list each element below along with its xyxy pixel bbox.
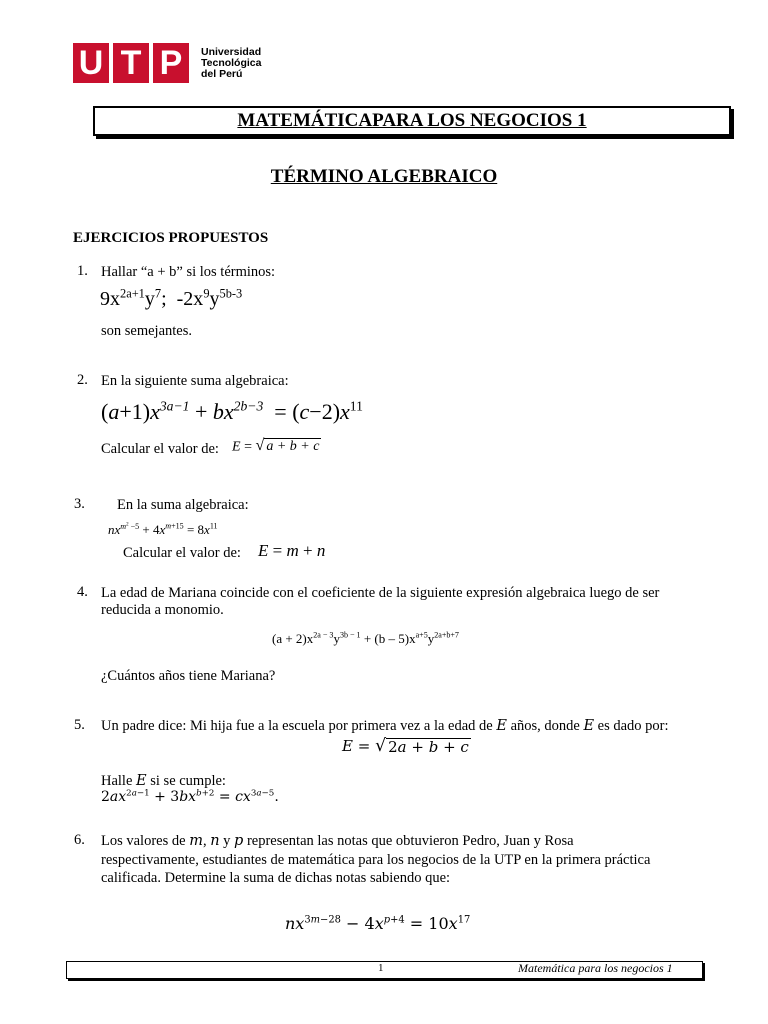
exercise-4-question: ¿Cuántos años tiene Mariana?: [101, 668, 276, 684]
exercise-3-equation: $nx^{m^2 -5} + 4x^{m+15} = 8x^{11}$: [108, 521, 218, 537]
exercise-2-number: 2.: [77, 372, 88, 388]
topic-title: TÉRMINO ALGEBRAICO: [270, 166, 498, 187]
exercise-6-number: 6.: [74, 832, 85, 848]
exercise-2-calc-label: Calcular el valor de:: [101, 441, 219, 457]
exercise-3-formula: E = m + n: [258, 541, 326, 560]
exercise-2-statement: En la siguiente suma algebraica:: [101, 373, 289, 389]
exercise-1-terms: $9x^{2a+1}y^7$; $-2x^9y^{5b-3}$: [100, 286, 243, 310]
logo-letter-p: P: [153, 43, 189, 83]
logo-letter-u: U: [73, 43, 109, 83]
logo-letter-t: T: [113, 43, 149, 83]
exercise-3-calc-label: Calcular el valor de:: [123, 545, 241, 561]
exercise-5-equation: $2ax^{2a-1} + 3bx^{b+2} = cx^{3a-5}$.: [101, 788, 279, 805]
footer-page-number: 1: [378, 962, 384, 974]
exercise-5-number: 5.: [74, 717, 85, 733]
exercise-6-line2: respectivamente, estudiantes de matemática para los negocios de la UTP en la primera práctica: [101, 852, 651, 868]
exercise-5-formula: E = √ 2a + b + c: [342, 736, 469, 756]
exercise-5-statement: Un padre dice: Mi hija fue a la escuela por primera vez a la edad de E años, donde E es dado por:: [101, 718, 669, 734]
exercise-4-statement-line1: La edad de Mariana coincide con el coeficiente de la siguiente expresión algebraica luego de ser: [101, 585, 660, 601]
exercise-1-number: 1.: [77, 263, 88, 279]
exercise-3-statement: En la suma algebraica:: [117, 497, 249, 513]
exercise-2-equation: $(a+1)x^{3a-1} + bx^{2b-3} = (c-2)x^{11}$: [101, 398, 363, 424]
logo-university-name: Universidad Tecnológica del Perú: [201, 45, 262, 80]
course-title-box: [93, 106, 731, 136]
exercise-1-statement: Hallar “a + b” si los términos:: [101, 264, 276, 280]
exercise-2-formula: E = √ a + b + c: [232, 437, 320, 455]
exercise-6-line1: Los valores de m, n y p representan las notas que obtuvieron Pedro, Juan y Rosa: [101, 833, 574, 849]
footer-course-name: Matemática para los negocios 1: [518, 961, 673, 975]
exercise-4-expression: $(a + 2)x^{2a - 3}y^{3b - 1} + (b - 5)x^{a+5}y^{2a+b+7}$: [272, 630, 459, 646]
exercise-6-line3: calificada. Determine la suma de dichas notas sabiendo que:: [101, 870, 451, 886]
exercise-6-equation: $nx^{3m-28} - 4x^{p+4} = 10x^{17}$: [285, 914, 471, 933]
utp-logo: [73, 43, 261, 83]
exercise-1-follow: son semejantes.: [101, 323, 193, 339]
exercise-5-halle: Halle E si se cumple:: [101, 773, 226, 789]
course-title: MATEMÁTICAPARA LOS NEGOCIOS 1: [237, 110, 587, 131]
exercise-3-number: 3.: [74, 496, 85, 512]
section-heading: EJERCICIOS PROPUESTOS: [73, 230, 269, 246]
exercise-4-statement-line2: reducida a monomio.: [101, 602, 224, 618]
exercise-4-number: 4.: [77, 584, 88, 600]
